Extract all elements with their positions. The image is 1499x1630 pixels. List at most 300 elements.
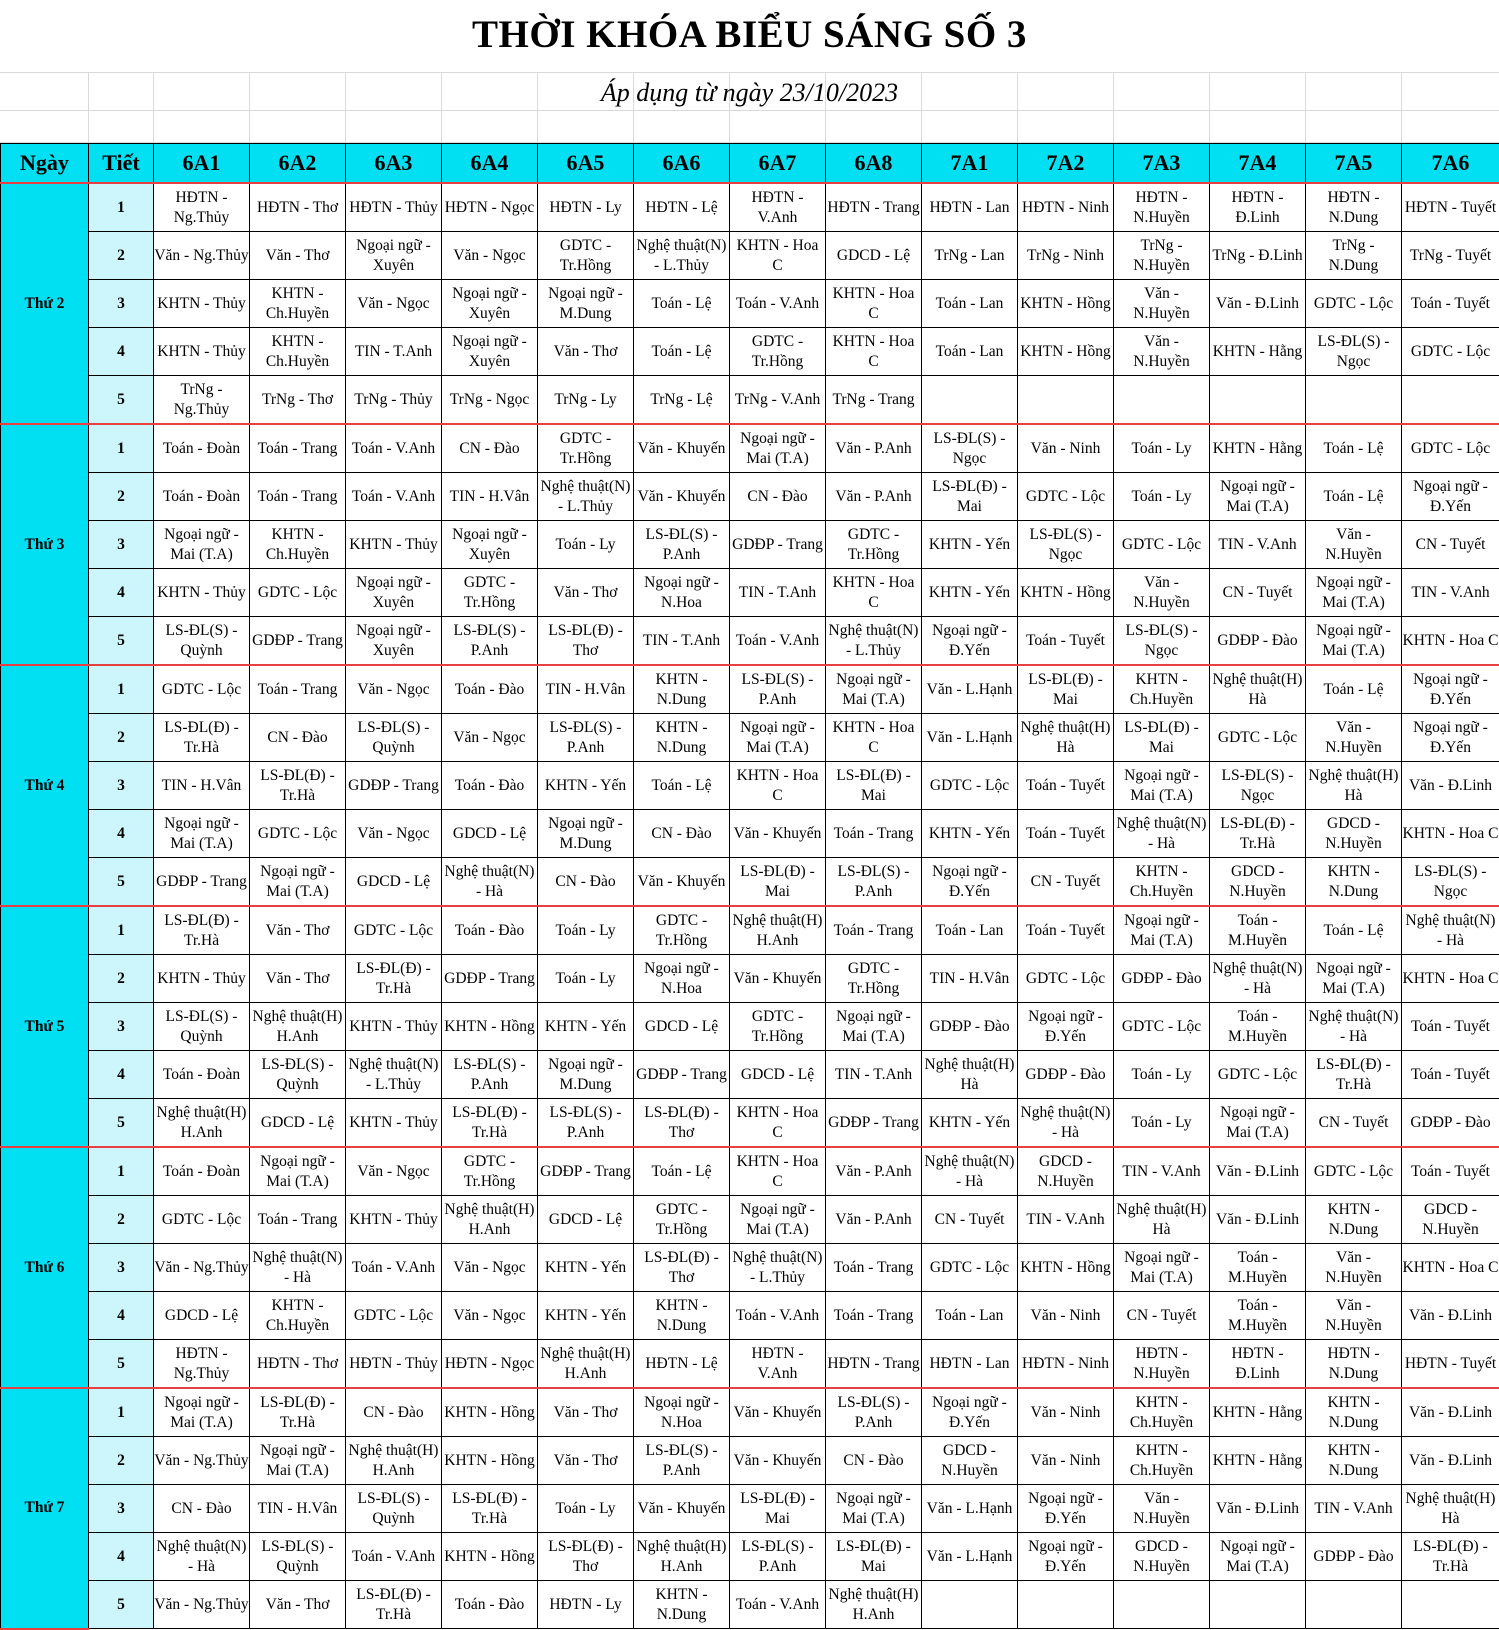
schedule-cell[interactable]: Toán - Ly [538,1485,634,1533]
schedule-cell[interactable]: LS-ĐL(Đ) - Tr.Hà [442,1099,538,1148]
period-cell[interactable]: 3 [89,521,154,569]
schedule-cell[interactable]: KHTN - Ch.Huyền [1114,665,1210,714]
schedule-cell[interactable]: Văn - N.Huyền [1306,521,1402,569]
schedule-cell[interactable]: HĐTN - N.Dung [1306,1340,1402,1389]
schedule-cell[interactable]: TrNg - Đ.Linh [1210,232,1306,280]
schedule-cell[interactable]: Văn - Ngọc [442,714,538,762]
schedule-cell[interactable]: Văn - Khuyến [730,1388,826,1437]
schedule-cell[interactable]: Ngoại ngữ - Đ.Yến [1402,665,1499,714]
schedule-cell[interactable]: Văn - Khuyến [730,955,826,1003]
period-cell[interactable]: 4 [89,1051,154,1099]
schedule-cell[interactable]: Toán - Lệ [1306,473,1402,521]
column-header-class[interactable]: 7A6 [1402,144,1499,184]
schedule-cell[interactable]: KHTN - Hằng [1210,328,1306,376]
schedule-cell[interactable]: Toán - Tuyết [1018,762,1114,810]
schedule-cell[interactable]: GDTC - Lộc [154,665,250,714]
schedule-cell[interactable]: KHTN - Hằng [1210,1388,1306,1437]
period-cell[interactable]: 4 [89,1533,154,1581]
schedule-cell[interactable] [1210,376,1306,425]
schedule-cell[interactable]: HĐTN - Tuyết [1402,183,1499,232]
schedule-cell[interactable]: Nghệ thuật(N) - Hà [922,1147,1018,1196]
schedule-cell[interactable]: Nghệ thuật(H) Hà [1018,714,1114,762]
day-cell[interactable]: Thứ 2 [1,183,89,424]
schedule-cell[interactable]: GDĐP - Trang [826,1099,922,1148]
schedule-cell[interactable]: CN - Đào [730,473,826,521]
schedule-cell[interactable] [1402,376,1499,425]
schedule-cell[interactable]: Văn - N.Huyền [1114,280,1210,328]
schedule-cell[interactable]: GDĐP - Đào [1306,1533,1402,1581]
day-cell[interactable]: Thứ 6 [1,1147,89,1388]
schedule-cell[interactable]: GDCD - N.Huyền [1114,1533,1210,1581]
schedule-cell[interactable]: Toán - Trang [250,665,346,714]
column-header-class[interactable]: 6A1 [154,144,250,184]
schedule-cell[interactable]: TrNg - Lệ [634,376,730,425]
schedule-cell[interactable]: CN - Tuyết [1018,858,1114,907]
schedule-cell[interactable]: LS-ĐL(Đ) - Tr.Hà [154,906,250,955]
schedule-cell[interactable]: GDTC - Tr.Hồng [538,424,634,473]
schedule-cell[interactable]: GDTC - Lộc [1114,521,1210,569]
schedule-cell[interactable]: Nghệ thuật(N) - L.Thủy [826,617,922,666]
schedule-cell[interactable]: HĐTN - Thủy [346,183,442,232]
schedule-cell[interactable]: Văn - L.Hạnh [922,665,1018,714]
schedule-cell[interactable]: KHTN - Ch.Huyền [1114,1388,1210,1437]
schedule-cell[interactable]: Toán - Trang [250,473,346,521]
schedule-cell[interactable]: Văn - Ng.Thủy [154,232,250,280]
schedule-cell[interactable]: GDĐP - Trang [634,1051,730,1099]
schedule-cell[interactable]: Ngoại ngữ - Xuyên [442,280,538,328]
schedule-cell[interactable]: HĐTN - Đ.Linh [1210,183,1306,232]
schedule-cell[interactable]: KHTN - Thủy [154,569,250,617]
schedule-cell[interactable]: KHTN - Hoa C [730,1099,826,1148]
schedule-cell[interactable]: Văn - Khuyến [730,810,826,858]
schedule-cell[interactable]: Văn - Đ.Linh [1402,762,1499,810]
schedule-cell[interactable]: GDCD - Lệ [346,858,442,907]
schedule-cell[interactable]: Toán - Lan [922,328,1018,376]
schedule-cell[interactable]: Nghệ thuật(H) Hà [1306,762,1402,810]
schedule-cell[interactable]: LS-ĐL(S) - P.Anh [826,1388,922,1437]
schedule-cell[interactable]: Văn - Thơ [538,569,634,617]
schedule-cell[interactable]: KHTN - Ch.Huyền [250,521,346,569]
schedule-cell[interactable]: KHTN - Thủy [154,328,250,376]
schedule-cell[interactable]: Toán - Ly [538,955,634,1003]
schedule-cell[interactable]: Nghệ thuật(H) Hà [922,1051,1018,1099]
schedule-cell[interactable]: Văn - N.Huyền [1114,1485,1210,1533]
period-cell[interactable]: 4 [89,1292,154,1340]
schedule-cell[interactable]: Ngoại ngữ - Đ.Yến [1402,473,1499,521]
schedule-cell[interactable]: Văn - N.Huyền [1114,569,1210,617]
schedule-cell[interactable] [1018,1581,1114,1629]
schedule-cell[interactable]: Toán - Lệ [1306,424,1402,473]
schedule-cell[interactable]: Toán - Đào [442,665,538,714]
schedule-cell[interactable]: Toán - V.Anh [346,424,442,473]
schedule-cell[interactable]: Nghệ thuật(H) H.Anh [442,1196,538,1244]
schedule-cell[interactable]: Toán - Lan [922,906,1018,955]
schedule-cell[interactable]: Ngoại ngữ - Mai (T.A) [730,1196,826,1244]
column-header-class[interactable]: 6A2 [250,144,346,184]
schedule-cell[interactable]: Ngoại ngữ - Mai (T.A) [1306,617,1402,666]
period-cell[interactable]: 1 [89,906,154,955]
schedule-cell[interactable]: Văn - N.Huyền [1306,714,1402,762]
schedule-cell[interactable]: Văn - Đ.Linh [1402,1437,1499,1485]
schedule-cell[interactable]: KHTN - Hồng [442,1437,538,1485]
schedule-cell[interactable]: KHTN - Ch.Huyền [250,328,346,376]
schedule-cell[interactable]: Toán - Lan [922,280,1018,328]
schedule-cell[interactable]: KHTN - Hồng [1018,1244,1114,1292]
schedule-cell[interactable]: Văn - N.Huyền [1306,1244,1402,1292]
schedule-cell[interactable]: Văn - Đ.Linh [1210,1196,1306,1244]
period-cell[interactable]: 2 [89,1196,154,1244]
schedule-cell[interactable]: GDTC - Lộc [1210,1051,1306,1099]
schedule-cell[interactable]: Ngoại ngữ - Mai (T.A) [154,810,250,858]
schedule-cell[interactable]: LS-ĐL(S) - Quỳnh [250,1533,346,1581]
schedule-cell[interactable]: GDTC - Lộc [922,762,1018,810]
schedule-cell[interactable]: LS-ĐL(S) - Ngọc [1018,521,1114,569]
schedule-cell[interactable]: Toán - Lệ [634,328,730,376]
schedule-cell[interactable]: Toán - Trang [826,906,922,955]
schedule-cell[interactable]: Văn - P.Anh [826,424,922,473]
schedule-cell[interactable]: TrNg - N.Dung [1306,232,1402,280]
schedule-cell[interactable]: LS-ĐL(S) - P.Anh [730,665,826,714]
schedule-cell[interactable]: HĐTN - Thơ [250,183,346,232]
period-cell[interactable]: 1 [89,1388,154,1437]
schedule-cell[interactable]: Toán - V.Anh [730,617,826,666]
schedule-cell[interactable]: Ngoại ngữ - Mai (T.A) [730,714,826,762]
schedule-cell[interactable]: GDTC - Tr.Hồng [634,906,730,955]
schedule-cell[interactable]: KHTN - Hoa C [1402,617,1499,666]
schedule-cell[interactable]: Văn - Thơ [250,955,346,1003]
schedule-cell[interactable]: Văn - Đ.Linh [1210,1147,1306,1196]
schedule-cell[interactable]: Toán - Đào [442,762,538,810]
schedule-cell[interactable]: Văn - P.Anh [826,1196,922,1244]
schedule-cell[interactable]: Ngoại ngữ - Mai (T.A) [1306,569,1402,617]
schedule-cell[interactable]: Văn - Ng.Thủy [154,1437,250,1485]
column-header-class[interactable]: 7A4 [1210,144,1306,184]
schedule-cell[interactable]: CN - Đào [154,1485,250,1533]
schedule-cell[interactable]: Văn - Ngọc [346,810,442,858]
schedule-cell[interactable]: Ngoại ngữ - Xuyên [442,521,538,569]
schedule-cell[interactable]: Văn - P.Anh [826,473,922,521]
schedule-cell[interactable]: GDTC - Lộc [1306,1147,1402,1196]
schedule-cell[interactable]: KHTN - Hoa C [826,328,922,376]
schedule-cell[interactable]: LS-ĐL(S) - P.Anh [538,1099,634,1148]
schedule-cell[interactable]: TrNg - Ng.Thủy [154,376,250,425]
schedule-cell[interactable]: KHTN - N.Dung [1306,1388,1402,1437]
column-header-class[interactable]: 7A5 [1306,144,1402,184]
schedule-cell[interactable]: Ngoại ngữ - Đ.Yến [1018,1003,1114,1051]
period-cell[interactable]: 5 [89,617,154,666]
schedule-cell[interactable]: TIN - T.Anh [346,328,442,376]
schedule-cell[interactable]: GDTC - Lộc [1018,473,1114,521]
schedule-cell[interactable]: GDĐP - Trang [154,858,250,907]
schedule-cell[interactable]: Văn - Ng.Thủy [154,1244,250,1292]
schedule-cell[interactable]: TrNg - Ngọc [442,376,538,425]
schedule-cell[interactable]: TrNg - Trang [826,376,922,425]
schedule-cell[interactable]: LS-ĐL(Đ) - Tr.Hà [250,1388,346,1437]
schedule-cell[interactable]: GDTC - Lộc [250,569,346,617]
column-header-class[interactable]: 6A4 [442,144,538,184]
schedule-cell[interactable] [1210,1581,1306,1629]
schedule-cell[interactable]: HĐTN - Lệ [634,1340,730,1389]
day-cell[interactable]: Thứ 7 [1,1388,89,1629]
schedule-cell[interactable]: KHTN - Yến [922,810,1018,858]
schedule-cell[interactable]: Văn - Ninh [1018,1388,1114,1437]
schedule-cell[interactable]: TIN - V.Anh [1306,1485,1402,1533]
schedule-cell[interactable]: LS-ĐL(Đ) - Tr.Hà [346,955,442,1003]
period-cell[interactable]: 1 [89,424,154,473]
schedule-cell[interactable]: HĐTN - Ly [538,183,634,232]
schedule-cell[interactable]: Văn - Ngọc [442,232,538,280]
schedule-cell[interactable]: TrNg - V.Anh [730,376,826,425]
schedule-cell[interactable]: Nghệ thuật(N) - L.Thủy [730,1244,826,1292]
schedule-cell[interactable]: HĐTN - Ng.Thủy [154,183,250,232]
schedule-cell[interactable]: Ngoại ngữ - Mai (T.A) [250,1147,346,1196]
schedule-cell[interactable]: Toán - M.Huyền [1210,1003,1306,1051]
period-cell[interactable]: 5 [89,376,154,425]
schedule-cell[interactable]: KHTN - Ch.Huyền [1114,858,1210,907]
schedule-cell[interactable]: GDCD - N.Huyền [1210,858,1306,907]
schedule-cell[interactable]: Văn - N.Huyền [1306,1292,1402,1340]
schedule-cell[interactable]: Ngoại ngữ - Đ.Yến [922,858,1018,907]
schedule-cell[interactable]: LS-ĐL(S) - P.Anh [442,617,538,666]
schedule-cell[interactable]: Nghệ thuật(N) - L.Thủy [634,232,730,280]
schedule-cell[interactable]: Toán - Lan [922,1292,1018,1340]
schedule-cell[interactable]: Toán - Trang [250,1196,346,1244]
day-cell[interactable]: Thứ 3 [1,424,89,665]
schedule-cell[interactable]: Toán - Trang [826,1244,922,1292]
schedule-cell[interactable]: GDCD - Lệ [154,1292,250,1340]
schedule-cell[interactable]: Toán - Ly [1114,1099,1210,1148]
column-header-class[interactable]: 7A1 [922,144,1018,184]
schedule-cell[interactable]: HĐTN - Ngọc [442,1340,538,1389]
schedule-cell[interactable]: GDĐP - Đào [922,1003,1018,1051]
schedule-cell[interactable]: Nghệ thuật(H) H.Anh [730,906,826,955]
schedule-cell[interactable]: Văn - Thơ [538,328,634,376]
schedule-cell[interactable]: LS-ĐL(S) - Ngọc [1114,617,1210,666]
schedule-cell[interactable]: Toán - M.Huyền [1210,1244,1306,1292]
schedule-cell[interactable]: GDCD - N.Huyền [1018,1147,1114,1196]
schedule-cell[interactable]: HĐTN - Tuyết [1402,1340,1499,1389]
schedule-cell[interactable]: KHTN - Ch.Huyền [1114,1437,1210,1485]
schedule-cell[interactable]: Văn - P.Anh [826,1147,922,1196]
schedule-cell[interactable]: Toán - Ly [538,906,634,955]
period-cell[interactable]: 3 [89,762,154,810]
schedule-cell[interactable]: LS-ĐL(Đ) - Thơ [634,1099,730,1148]
schedule-cell[interactable]: KHTN - N.Dung [634,1292,730,1340]
schedule-cell[interactable]: Văn - Thơ [250,906,346,955]
schedule-cell[interactable]: Ngoại ngữ - Xuyên [346,569,442,617]
schedule-cell[interactable]: KHTN - Hồng [1018,280,1114,328]
schedule-cell[interactable]: GDTC - Tr.Hồng [826,955,922,1003]
schedule-cell[interactable]: KHTN - N.Dung [1306,1196,1402,1244]
schedule-cell[interactable]: KHTN - N.Dung [634,714,730,762]
schedule-cell[interactable]: TrNg - Ninh [1018,232,1114,280]
schedule-cell[interactable]: Ngoại ngữ - Đ.Yến [922,1388,1018,1437]
period-cell[interactable]: 2 [89,473,154,521]
schedule-cell[interactable]: LS-ĐL(S) - P.Anh [442,1051,538,1099]
schedule-cell[interactable]: GDTC - Lộc [1210,714,1306,762]
schedule-cell[interactable] [922,1581,1018,1629]
schedule-cell[interactable]: GDĐP - Đào [1114,955,1210,1003]
schedule-cell[interactable]: GDTC - Tr.Hồng [730,1003,826,1051]
schedule-cell[interactable]: LS-ĐL(S) - Quỳnh [346,714,442,762]
schedule-cell[interactable]: GDCD - Lệ [442,810,538,858]
schedule-cell[interactable]: LS-ĐL(Đ) - Mai [922,473,1018,521]
schedule-cell[interactable]: KHTN - Hoa C [1402,810,1499,858]
schedule-cell[interactable] [1402,1581,1499,1629]
period-cell[interactable]: 1 [89,183,154,232]
schedule-cell[interactable]: Ngoại ngữ - Mai (T.A) [154,1388,250,1437]
schedule-cell[interactable]: Toán - Lệ [1306,665,1402,714]
schedule-cell[interactable]: LS-ĐL(S) - Quỳnh [154,617,250,666]
schedule-cell[interactable]: GDTC - Tr.Hồng [730,328,826,376]
schedule-cell[interactable]: Ngoại ngữ - Mai (T.A) [154,521,250,569]
schedule-cell[interactable]: KHTN - Hồng [442,1533,538,1581]
schedule-cell[interactable]: GDTC - Lộc [1018,955,1114,1003]
schedule-cell[interactable]: KHTN - Yến [538,1003,634,1051]
schedule-cell[interactable]: Nghệ thuật(H) H.Anh [826,1581,922,1629]
schedule-cell[interactable]: Ngoại ngữ - N.Hoa [634,955,730,1003]
schedule-cell[interactable]: HĐTN - Đ.Linh [1210,1340,1306,1389]
schedule-cell[interactable]: GDTC - Lộc [922,1244,1018,1292]
schedule-cell[interactable]: KHTN - Thủy [154,955,250,1003]
schedule-cell[interactable]: LS-ĐL(Đ) - Tr.Hà [1210,810,1306,858]
schedule-cell[interactable]: KHTN - Hồng [442,1003,538,1051]
period-cell[interactable]: 2 [89,714,154,762]
column-header-class[interactable]: 7A3 [1114,144,1210,184]
schedule-cell[interactable]: Toán - Lệ [1306,906,1402,955]
column-header-class[interactable]: 6A8 [826,144,922,184]
period-cell[interactable]: 5 [89,1099,154,1148]
schedule-cell[interactable]: TIN - V.Anh [1210,521,1306,569]
schedule-cell[interactable]: KHTN - N.Dung [634,665,730,714]
column-header-day[interactable]: Ngày [1,144,89,184]
schedule-cell[interactable]: LS-ĐL(S) - Ngọc [922,424,1018,473]
schedule-cell[interactable]: KHTN - N.Dung [1306,858,1402,907]
schedule-cell[interactable]: Nghệ thuật(N) - Hà [1018,1099,1114,1148]
schedule-cell[interactable]: LS-ĐL(S) - Quỳnh [346,1485,442,1533]
schedule-cell[interactable]: Ngoại ngữ - M.Dung [538,810,634,858]
schedule-cell[interactable]: HĐTN - Lệ [634,183,730,232]
schedule-cell[interactable]: GDTC - Tr.Hồng [538,232,634,280]
schedule-cell[interactable]: Ngoại ngữ - Mai (T.A) [826,665,922,714]
schedule-cell[interactable]: Văn - L.Hạnh [922,1485,1018,1533]
schedule-cell[interactable]: TrNg - Lan [922,232,1018,280]
schedule-cell[interactable]: GDTC - Tr.Hồng [442,1147,538,1196]
schedule-cell[interactable]: LS-ĐL(Đ) - Mai [1114,714,1210,762]
schedule-cell[interactable]: CN - Tuyết [922,1196,1018,1244]
schedule-cell[interactable] [1306,376,1402,425]
schedule-cell[interactable]: Toán - Trang [826,810,922,858]
schedule-cell[interactable]: Văn - Khuyến [730,1437,826,1485]
schedule-cell[interactable]: Văn - Thơ [250,232,346,280]
schedule-cell[interactable]: GDTC - Lộc [1402,424,1499,473]
schedule-cell[interactable]: Văn - Khuyến [634,473,730,521]
schedule-cell[interactable]: Ngoại ngữ - Xuyên [346,617,442,666]
schedule-cell[interactable]: TIN - T.Anh [730,569,826,617]
schedule-cell[interactable]: GDĐP - Trang [730,521,826,569]
schedule-cell[interactable]: Ngoại ngữ - Xuyên [346,232,442,280]
schedule-cell[interactable]: Văn - Ngọc [346,665,442,714]
schedule-cell[interactable]: Nghệ thuật(N) - L.Thủy [538,473,634,521]
schedule-cell[interactable]: TrNg - Thủy [346,376,442,425]
schedule-cell[interactable]: LS-ĐL(S) - P.Anh [730,1533,826,1581]
schedule-cell[interactable]: Ngoại ngữ - M.Dung [538,1051,634,1099]
schedule-cell[interactable]: Ngoại ngữ - Mai (T.A) [250,1437,346,1485]
schedule-cell[interactable]: TIN - T.Anh [634,617,730,666]
schedule-cell[interactable]: Toán - Lệ [634,762,730,810]
schedule-cell[interactable]: LS-ĐL(Đ) - Tr.Hà [154,714,250,762]
period-cell[interactable]: 2 [89,955,154,1003]
schedule-cell[interactable]: GDTC - Lộc [154,1196,250,1244]
schedule-cell[interactable]: Toán - V.Anh [730,280,826,328]
period-cell[interactable]: 4 [89,328,154,376]
schedule-cell[interactable]: Ngoại ngữ - Mai (T.A) [730,424,826,473]
schedule-cell[interactable]: LS-ĐL(Đ) - Thơ [538,1533,634,1581]
schedule-cell[interactable]: Nghệ thuật(H) H.Anh [250,1003,346,1051]
schedule-cell[interactable] [1018,376,1114,425]
schedule-cell[interactable]: Toán - Trang [826,1292,922,1340]
schedule-cell[interactable]: KHTN - Thủy [154,280,250,328]
period-cell[interactable]: 2 [89,1437,154,1485]
schedule-cell[interactable]: TrNg - Ly [538,376,634,425]
schedule-cell[interactable]: Ngoại ngữ - Mai (T.A) [1306,955,1402,1003]
schedule-cell[interactable]: LS-ĐL(Đ) - Tr.Hà [250,762,346,810]
schedule-cell[interactable]: Toán - Đoàn [154,1147,250,1196]
column-header-class[interactable]: 6A3 [346,144,442,184]
schedule-cell[interactable]: LS-ĐL(Đ) - Tr.Hà [346,1581,442,1629]
schedule-cell[interactable]: KHTN - Thủy [346,521,442,569]
schedule-cell[interactable]: KHTN - Hoa C [730,762,826,810]
schedule-cell[interactable]: TIN - H.Vân [250,1485,346,1533]
schedule-cell[interactable]: LS-ĐL(S) - P.Anh [634,1437,730,1485]
schedule-cell[interactable]: Văn - N.Huyền [1114,328,1210,376]
schedule-cell[interactable]: CN - Đào [250,714,346,762]
schedule-cell[interactable]: LS-ĐL(S) - Ngọc [1306,328,1402,376]
schedule-cell[interactable]: TrNg - N.Huyền [1114,232,1210,280]
schedule-cell[interactable]: Ngoại ngữ - Mai (T.A) [250,858,346,907]
schedule-cell[interactable]: GDTC - Lộc [1114,1003,1210,1051]
period-cell[interactable]: 1 [89,1147,154,1196]
period-cell[interactable]: 3 [89,280,154,328]
schedule-cell[interactable]: GDĐP - Trang [346,762,442,810]
schedule-cell[interactable]: Toán - M.Huyền [1210,1292,1306,1340]
period-cell[interactable]: 2 [89,232,154,280]
period-cell[interactable]: 1 [89,665,154,714]
schedule-cell[interactable]: Ngoại ngữ - Mai (T.A) [1210,1099,1306,1148]
schedule-cell[interactable]: LS-ĐL(Đ) - Thơ [634,1244,730,1292]
schedule-cell[interactable]: Văn - Khuyến [634,424,730,473]
period-cell[interactable]: 3 [89,1003,154,1051]
schedule-cell[interactable]: Toán - M.Huyền [1210,906,1306,955]
schedule-cell[interactable]: CN - Đào [634,810,730,858]
schedule-cell[interactable]: KHTN - Hồng [1018,569,1114,617]
column-header-class[interactable]: 6A6 [634,144,730,184]
schedule-cell[interactable]: CN - Tuyết [1210,569,1306,617]
schedule-cell[interactable]: TIN - V.Anh [1114,1147,1210,1196]
schedule-cell[interactable]: CN - Đào [442,424,538,473]
schedule-cell[interactable]: CN - Đào [346,1388,442,1437]
schedule-cell[interactable]: HĐTN - Ninh [1018,1340,1114,1389]
schedule-cell[interactable]: Toán - V.Anh [346,1244,442,1292]
schedule-cell[interactable]: GDTC - Tr.Hồng [826,521,922,569]
schedule-cell[interactable]: Văn - Ng.Thủy [154,1581,250,1629]
schedule-cell[interactable]: Ngoại ngữ - Mai (T.A) [826,1485,922,1533]
schedule-cell[interactable]: GDCD - Lệ [634,1003,730,1051]
schedule-cell[interactable]: HĐTN - V.Anh [730,1340,826,1389]
schedule-cell[interactable]: Văn - Đ.Linh [1210,280,1306,328]
schedule-cell[interactable]: HĐTN - Lan [922,1340,1018,1389]
schedule-cell[interactable]: Toán - Tuyết [1402,1003,1499,1051]
